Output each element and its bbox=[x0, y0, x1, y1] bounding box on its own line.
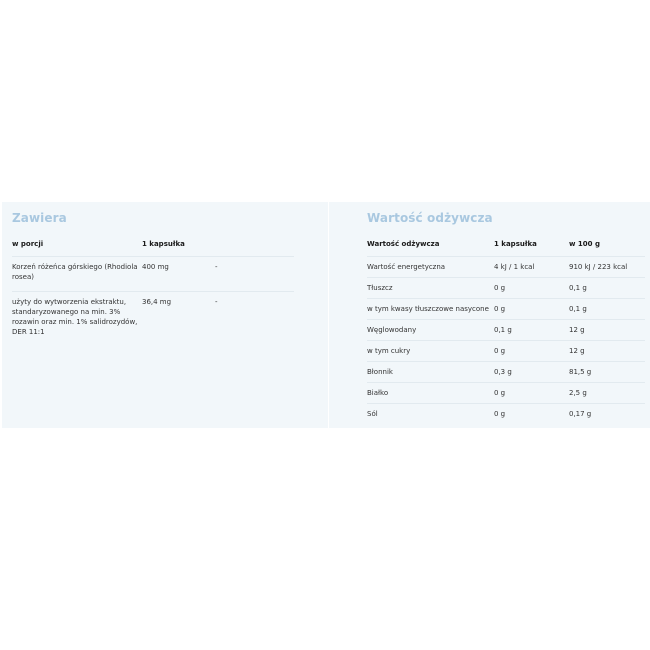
nutrient-per-capsule: 0 g bbox=[494, 404, 569, 425]
nutrient-name: Węglowodany bbox=[367, 320, 494, 341]
ingredient-name: użyty do wytworzenia ekstraktu, standaryzowanego na min. 3% rozawin oraz min. 1% salidrozydów, DER 11:1 bbox=[12, 292, 142, 347]
nutrient-per-capsule: 0,1 g bbox=[494, 320, 569, 341]
nutrient-per-100g: 0,1 g bbox=[569, 299, 645, 320]
nutrient-name: Białko bbox=[367, 383, 494, 404]
ingredient-amount: 36,4 mg bbox=[142, 292, 215, 347]
ingredient-rws: - bbox=[215, 257, 294, 292]
nutrient-per-capsule: 0 g bbox=[494, 299, 569, 320]
nutrient-per-100g: 12 g bbox=[569, 341, 645, 362]
nutrient-per-capsule: 0 g bbox=[494, 383, 569, 404]
table-row bbox=[367, 362, 645, 383]
header-portion: w porcji bbox=[12, 240, 44, 248]
nutrition-heading: Wartość odżywcza bbox=[367, 211, 493, 225]
contains-heading: Zawiera bbox=[12, 211, 67, 225]
nutrient-per-100g: 0,17 g bbox=[569, 404, 645, 425]
header-rws bbox=[215, 240, 294, 257]
nutrient-name: w tym kwasy tłuszczowe nasycone bbox=[367, 299, 494, 320]
nutrient-per-capsule: 0 g bbox=[494, 341, 569, 362]
ingredient-rws: - bbox=[215, 292, 294, 347]
table-row bbox=[367, 404, 645, 425]
nutrient-name: Błonnik bbox=[367, 362, 494, 383]
nutrient-per-100g: 2,5 g bbox=[569, 383, 645, 404]
nutrient-name: w tym cukry bbox=[367, 341, 494, 362]
nutrition-table bbox=[367, 240, 645, 424]
table-row bbox=[367, 257, 645, 278]
table-row bbox=[367, 299, 645, 320]
nutrient-per-100g: 12 g bbox=[569, 320, 645, 341]
table-row bbox=[12, 257, 294, 292]
ingredient-name: Korzeń różeńca górskiego (Rhodiola rosea) bbox=[12, 257, 142, 292]
table-row bbox=[367, 320, 645, 341]
ingredient-amount: 400 mg bbox=[142, 257, 215, 292]
nutrient-per-100g: 81,5 g bbox=[569, 362, 645, 383]
nutrition-panel bbox=[329, 202, 650, 428]
nutrient-name: Tłuszcz bbox=[367, 278, 494, 299]
table-row bbox=[367, 341, 645, 362]
header-nutrient: Wartość odżywcza bbox=[367, 240, 440, 248]
header-per100g: w 100 g bbox=[569, 240, 600, 248]
header-capsule: 1 kapsułka bbox=[494, 240, 537, 248]
table-header-row bbox=[12, 240, 294, 257]
nutrient-per-100g: 910 kJ / 223 kcal bbox=[569, 257, 645, 278]
nutrient-per-capsule: 0,3 g bbox=[494, 362, 569, 383]
nutrient-name: Wartość energetyczna bbox=[367, 257, 494, 278]
nutrient-per-capsule: 4 kJ / 1 kcal bbox=[494, 257, 569, 278]
header-capsule: 1 kapsułka bbox=[142, 240, 185, 248]
nutrient-per-100g: 0,1 g bbox=[569, 278, 645, 299]
table-row bbox=[367, 383, 645, 404]
table-row bbox=[367, 278, 645, 299]
contains-table bbox=[12, 240, 294, 346]
table-row bbox=[12, 292, 294, 347]
contains-panel bbox=[2, 202, 328, 428]
table-header-row bbox=[367, 240, 645, 257]
nutrient-name: Sól bbox=[367, 404, 494, 425]
nutrient-per-capsule: 0 g bbox=[494, 278, 569, 299]
